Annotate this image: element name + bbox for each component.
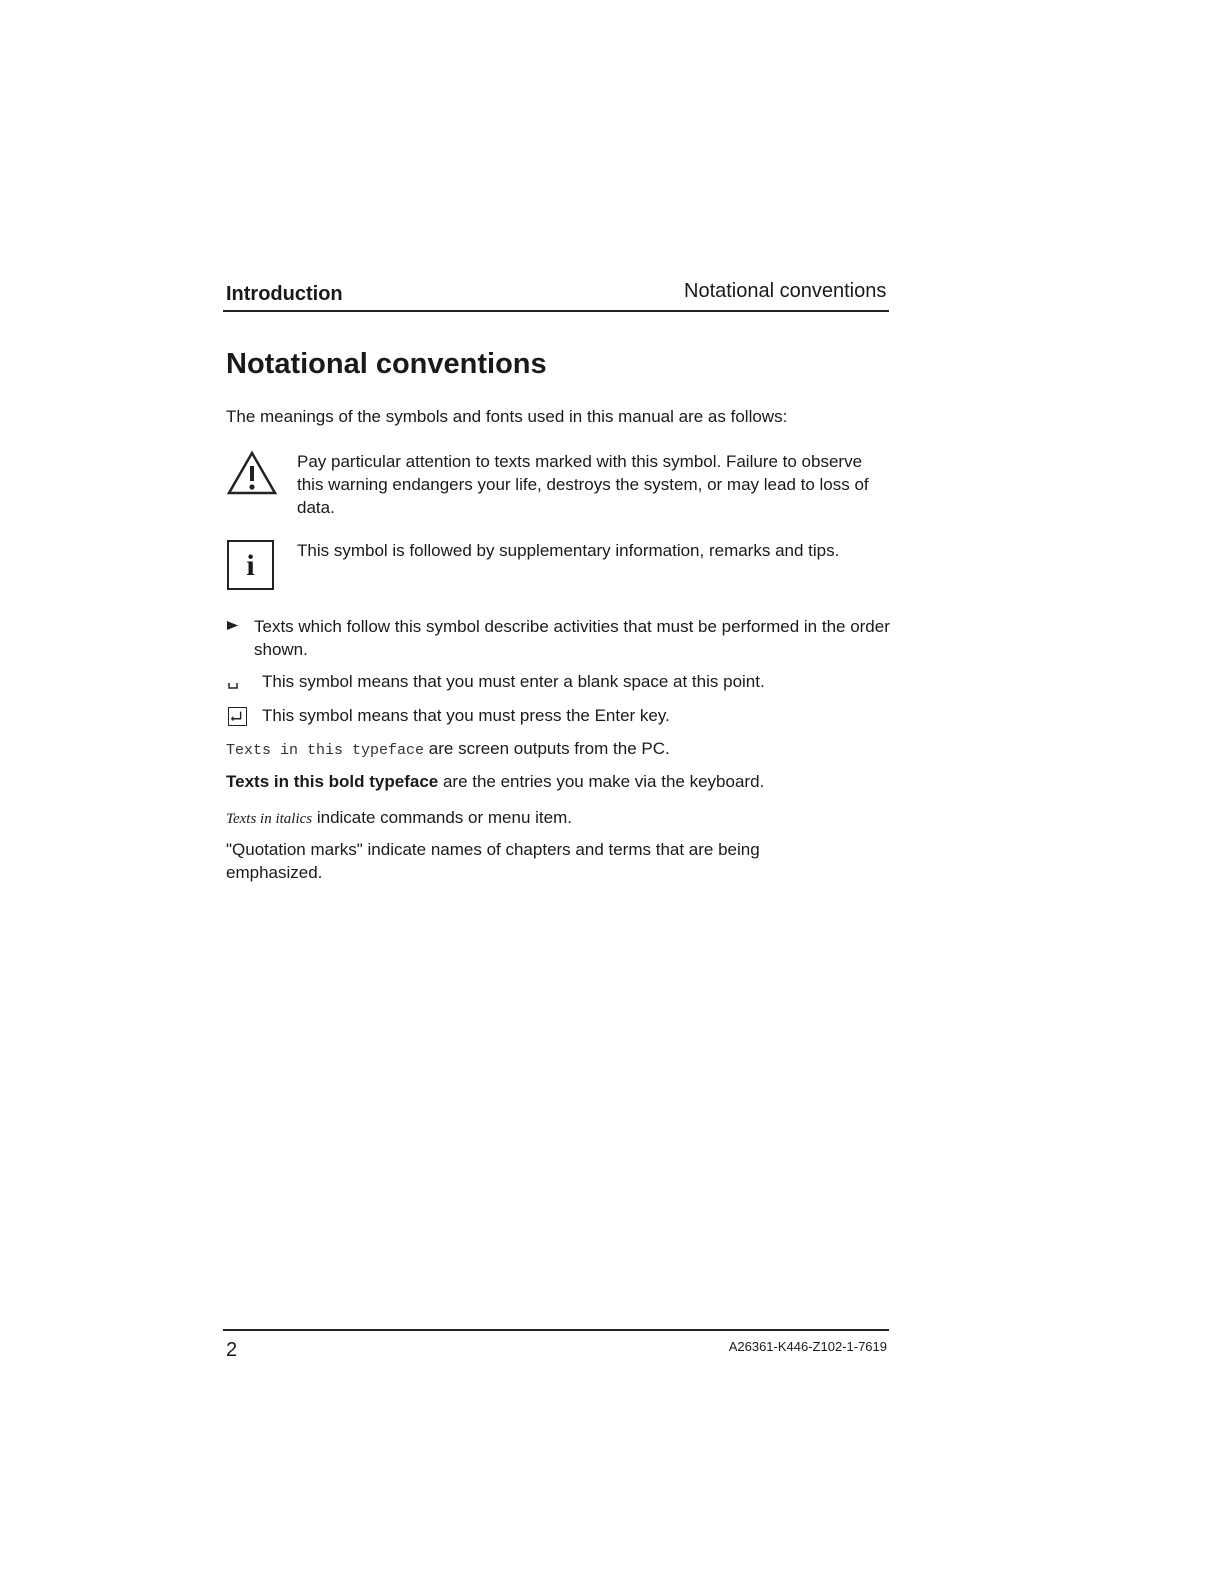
enter-description: This symbol means that you must press the Enter key. — [262, 706, 670, 725]
info-icon — [227, 540, 274, 590]
italic-convention — [226, 806, 866, 831]
italic-description: indicate commands or menu item. — [312, 808, 572, 827]
italic-sample: Texts in italics — [226, 811, 313, 827]
info-description: This symbol is followed by supplementary information, remarks and tips. — [297, 541, 840, 560]
bold-description: are the entries you make via the keyboard. — [438, 772, 765, 791]
info-glyph: i — [246, 549, 255, 582]
quote-convention: "Quotation marks" indicate names of chapters and terms that are being emphasized. — [226, 840, 760, 882]
step-arrow-icon — [226, 619, 239, 632]
document-code: A26361-K446-Z102-1-7619 — [728, 1339, 887, 1354]
page-number: 2 — [226, 1339, 238, 1361]
bold-sample: Texts in this bold typeface — [226, 772, 439, 791]
step-description: Texts which follow this symbol describe activities that must be performed in the order shown. — [254, 617, 890, 659]
header-rule — [223, 310, 889, 312]
space-description: This symbol means that you must enter a blank space at this point. — [262, 672, 765, 691]
mono-sample: Texts in this typeface — [226, 742, 425, 759]
enter-key-icon — [228, 707, 247, 726]
header-topic: Notational conventions — [684, 280, 887, 302]
header-section: Introduction — [226, 283, 343, 305]
page-title: Notational conventions — [226, 348, 547, 380]
warning-description: Pay particular attention to texts marked with this symbol. Failure to observe this warning endangers your life, destroys the system, or may lead to loss of data. — [297, 452, 869, 517]
bold-convention — [226, 770, 866, 793]
mono-description: are screen outputs from the PC. — [424, 739, 670, 758]
footer-rule — [223, 1329, 889, 1331]
mono-convention — [226, 737, 866, 762]
intro-text: The meanings of the symbols and fonts used in this manual are as follows: — [226, 407, 788, 426]
warning-triangle-icon — [226, 450, 278, 496]
blank-space-icon — [228, 680, 238, 690]
